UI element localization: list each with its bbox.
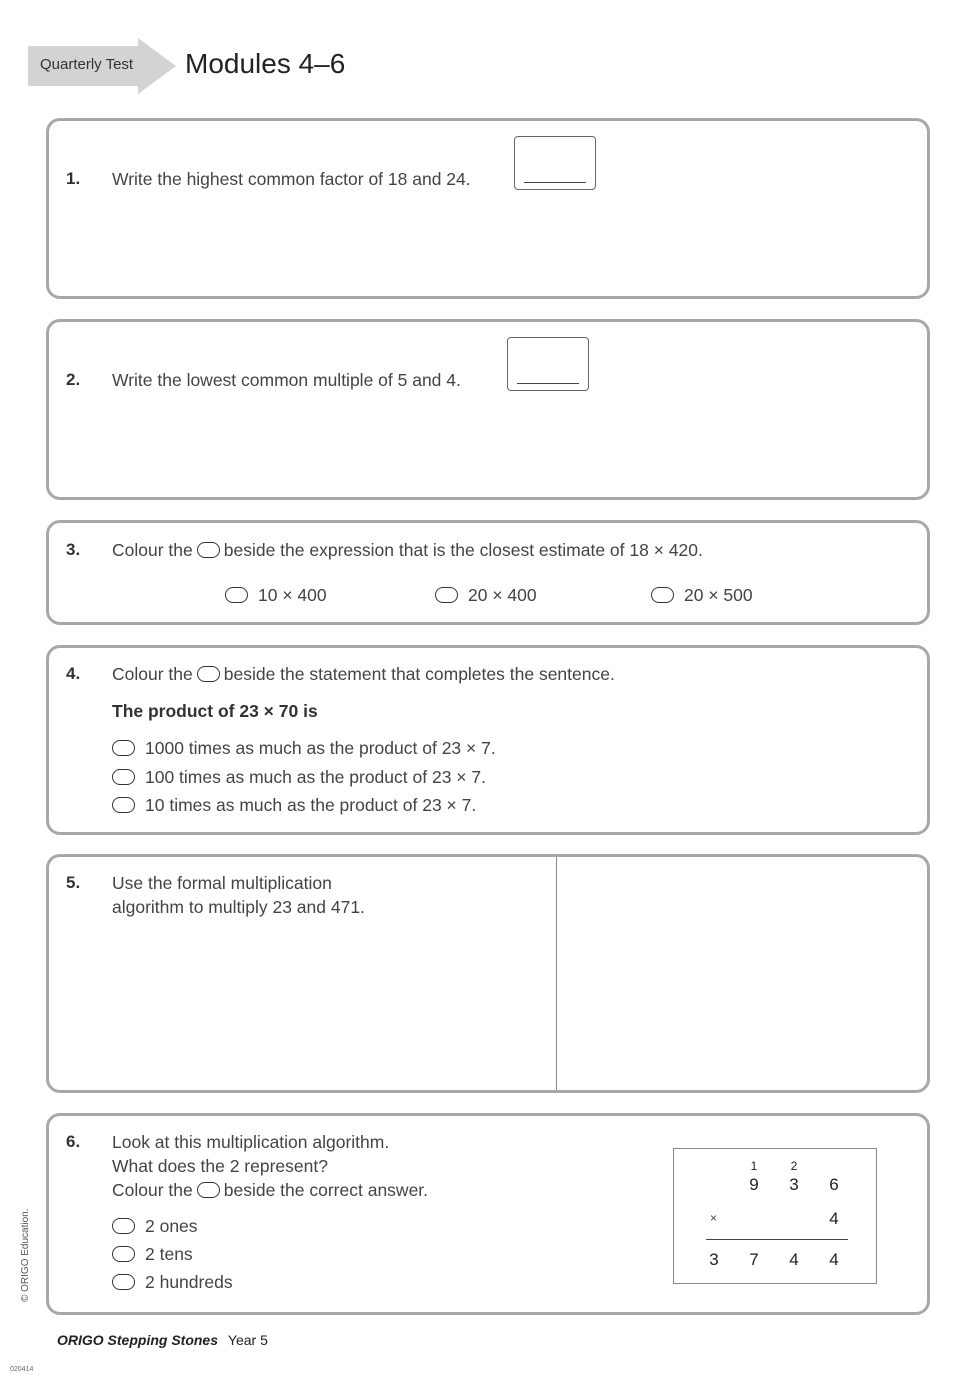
question-1-text: Write the highest common factor of 18 and 24. (112, 169, 471, 189)
question-3-text-before: Colour the (112, 540, 193, 560)
question-4-stem: The product of 23 × 70 is (112, 701, 318, 721)
bubble-icon (197, 1182, 220, 1198)
algorithm-rule (706, 1239, 848, 1240)
footer-brand (57, 1332, 268, 1348)
option-bubble[interactable] (112, 1218, 135, 1234)
question-1-number: 1. (66, 169, 81, 188)
question-1-answer-box[interactable] (514, 136, 596, 190)
option-label: 100 times as much as the product of 23 × 7. (145, 767, 486, 787)
option-label: 2 ones (145, 1216, 198, 1236)
question-2-box (46, 319, 930, 500)
carry-digit: 2 (790, 1159, 798, 1173)
quarterly-test-tag (28, 38, 176, 94)
option-label: 20 × 400 (468, 585, 537, 605)
question-4-option-2[interactable] (112, 767, 486, 788)
question-6-box (46, 1113, 930, 1315)
option-label: 1000 times as much as the product of 23 × 7. (145, 738, 496, 758)
question-3-option-2[interactable] (435, 585, 537, 606)
question-6-option-2[interactable] (112, 1244, 193, 1265)
question-6-text-after: beside the correct answer. (223, 1180, 429, 1200)
question-6-text-before: Colour the (112, 1180, 193, 1200)
page-title: Modules 4–6 (185, 48, 346, 79)
option-bubble[interactable] (112, 769, 135, 785)
question-5-number: 5. (66, 873, 81, 892)
question-6-number: 6. (66, 1132, 81, 1151)
question-5-line-1: Use the formal multiplication (112, 873, 332, 893)
option-label: 10 × 400 (258, 585, 327, 605)
question-5-line-2: algorithm to multiply 23 and 471. (112, 897, 365, 917)
question-6-line-3 (112, 1178, 428, 1202)
bubble-icon (197, 666, 220, 682)
bubble-icon (197, 542, 220, 558)
multiplicand-digit: 3 (789, 1175, 799, 1194)
question-3-number: 3. (66, 540, 81, 559)
question-2-number: 2. (66, 370, 81, 389)
option-label: 2 tens (145, 1244, 193, 1264)
option-bubble[interactable] (112, 1274, 135, 1290)
question-6-line-1: Look at this multiplication algorithm. (112, 1132, 390, 1152)
working-area-divider (556, 857, 557, 1090)
question-5-box (46, 854, 930, 1093)
question-2-answer-box[interactable] (507, 337, 589, 391)
multiplier-digit: 4 (829, 1209, 839, 1228)
question-3-text-after: beside the expression that is the closest estimate of 18 × 420. (223, 540, 703, 560)
option-bubble[interactable] (225, 587, 248, 603)
page-code: 020414 (10, 1366, 34, 1373)
times-sign: × (710, 1211, 718, 1225)
question-4-number: 4. (66, 664, 81, 683)
product-digit: 4 (789, 1250, 799, 1269)
question-4-text-after: beside the statement that completes the sentence. (223, 664, 615, 684)
question-4-text (112, 662, 615, 686)
answer-line (524, 182, 586, 183)
option-bubble[interactable] (651, 587, 674, 603)
question-2-text: Write the lowest common multiple of 5 and 4. (112, 370, 461, 390)
multiplicand-digit: 6 (829, 1175, 839, 1194)
option-label: 10 times as much as the product of 23 × 7. (145, 795, 477, 815)
carry-digit: 1 (750, 1159, 758, 1173)
option-label: 2 hundreds (145, 1272, 233, 1292)
question-3-box (46, 520, 930, 625)
question-6-line-2: What does the 2 represent? (112, 1156, 328, 1176)
product-digit: 7 (749, 1250, 759, 1269)
question-4-option-1[interactable] (112, 738, 496, 759)
brand-name: ORIGO Stepping Stones (57, 1332, 219, 1348)
copyright-notice: © ORIGO Education. (20, 1208, 31, 1302)
answer-line (517, 383, 579, 384)
question-4-text-before: Colour the (112, 664, 193, 684)
option-bubble[interactable] (112, 740, 135, 756)
product-digit: 3 (709, 1250, 719, 1269)
option-bubble[interactable] (112, 1246, 135, 1262)
multiplicand-digit: 9 (749, 1175, 759, 1194)
question-6-option-3[interactable] (112, 1272, 233, 1293)
multiplication-algorithm-box (673, 1148, 877, 1284)
option-label: 20 × 500 (684, 585, 753, 605)
question-3-option-1[interactable] (225, 585, 327, 606)
option-bubble[interactable] (112, 797, 135, 813)
question-6-option-1[interactable] (112, 1216, 198, 1237)
question-4-option-3[interactable] (112, 795, 476, 816)
option-bubble[interactable] (435, 587, 458, 603)
tag-label: Quarterly Test (40, 56, 134, 73)
question-1-box (46, 118, 930, 299)
question-3-text (112, 538, 703, 562)
question-3-option-3[interactable] (651, 585, 753, 606)
question-4-box (46, 645, 930, 835)
year-label: Year 5 (227, 1332, 268, 1348)
product-digit: 4 (829, 1250, 839, 1269)
